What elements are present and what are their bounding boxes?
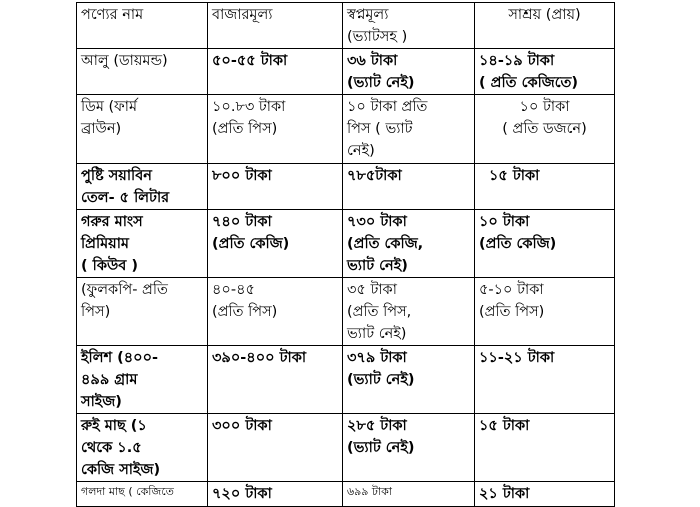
- product-name-cell: ডিম (ফার্ম ব্রাউন): [77, 95, 208, 164]
- market-price-cell: ৪০-৪৫ (প্রতি পিস): [208, 278, 343, 346]
- saving-cell: ১০ টাকা (প্রতি কেজি): [475, 210, 615, 278]
- table-row: [77, 95, 615, 164]
- table-row: [77, 346, 615, 414]
- table-row: [77, 164, 615, 210]
- header-market-price: বাজারমূল্য: [208, 3, 343, 49]
- saving-cell: ১১-২১ টাকা: [475, 346, 615, 414]
- swapno-price-cell: ৩৬ টাকা (ভ্যাট নেই): [343, 49, 475, 95]
- product-name-cell: পুষ্টি সয়াবিন তেল- ৫ লিটার: [77, 164, 208, 210]
- swapno-price-cell: ২৮৫ টাকা (ভ্যাট নেই): [343, 414, 475, 482]
- header-row: [77, 3, 615, 49]
- market-price-cell: ৩৯০-৪০০ টাকা: [208, 346, 343, 414]
- swapno-price-cell: ৩৫ টাকা (প্রতি পিস, ভ্যাট নেই): [343, 278, 475, 346]
- table-row: [77, 278, 615, 346]
- saving-cell: ১০ টাকা ( প্রতি ডজনে): [475, 95, 615, 164]
- header-saving: সাশ্রয় (প্রায়): [475, 3, 615, 49]
- product-name-cell: গরুর মাংস প্রিমিয়াম ( কিউব ): [77, 210, 208, 278]
- swapno-price-cell: ১০ টাকা প্রতি পিস ( ভ্যাট নেই): [343, 95, 475, 164]
- saving-cell: ২১ টাকা: [475, 482, 615, 507]
- saving-cell: ১৫ টাকা: [475, 414, 615, 482]
- table-row: [77, 414, 615, 482]
- product-name-cell: (ফুলকপি- প্রতি পিস): [77, 278, 208, 346]
- product-name-cell: ইলিশ (৪০০- ৪৯৯ গ্রাম সাইজ): [77, 346, 208, 414]
- price-comparison-table: [76, 2, 615, 507]
- market-price-cell: ১০.৮৩ টাকা (প্রতি পিস): [208, 95, 343, 164]
- market-price-cell: ৩০০ টাকা: [208, 414, 343, 482]
- swapno-price-cell: ৬৯৯ টাকা: [343, 482, 475, 507]
- saving-cell: ৫-১০ টাকা (প্রতি পিস): [475, 278, 615, 346]
- swapno-price-cell: ৩৭৯ টাকা (ভ্যাট নেই): [343, 346, 475, 414]
- table-row: [77, 49, 615, 95]
- product-name-cell: আলু (ডায়মন্ড): [77, 49, 208, 95]
- market-price-cell: ৭২০ টাকা: [208, 482, 343, 507]
- product-name-cell: রুই মাছ (১ থেকে ১.৫ কেজি সাইজ): [77, 414, 208, 482]
- saving-cell: ১৫ টাকা: [475, 164, 615, 210]
- swapno-price-cell: ৭৩০ টাকা (প্রতি কেজি, ভ্যাট নেই): [343, 210, 475, 278]
- swapno-price-cell: ৭৮৫টাকা: [343, 164, 475, 210]
- market-price-cell: ৫০-৫৫ টাকা: [208, 49, 343, 95]
- market-price-cell: ৮০০ টাকা: [208, 164, 343, 210]
- saving-cell: ১৪-১৯ টাকা ( প্রতি কেজিতে): [475, 49, 615, 95]
- header-product-name: পণ্যের নাম: [77, 3, 208, 49]
- table-row: [77, 210, 615, 278]
- table-row: [77, 482, 615, 507]
- product-name-cell: গলদা মাছ ( কেজিতে: [77, 482, 208, 507]
- header-swapno-price: স্বপ্নমূল্য (ভ্যাটসহ ): [343, 3, 475, 49]
- market-price-cell: ৭৪০ টাকা (প্রতি কেজি): [208, 210, 343, 278]
